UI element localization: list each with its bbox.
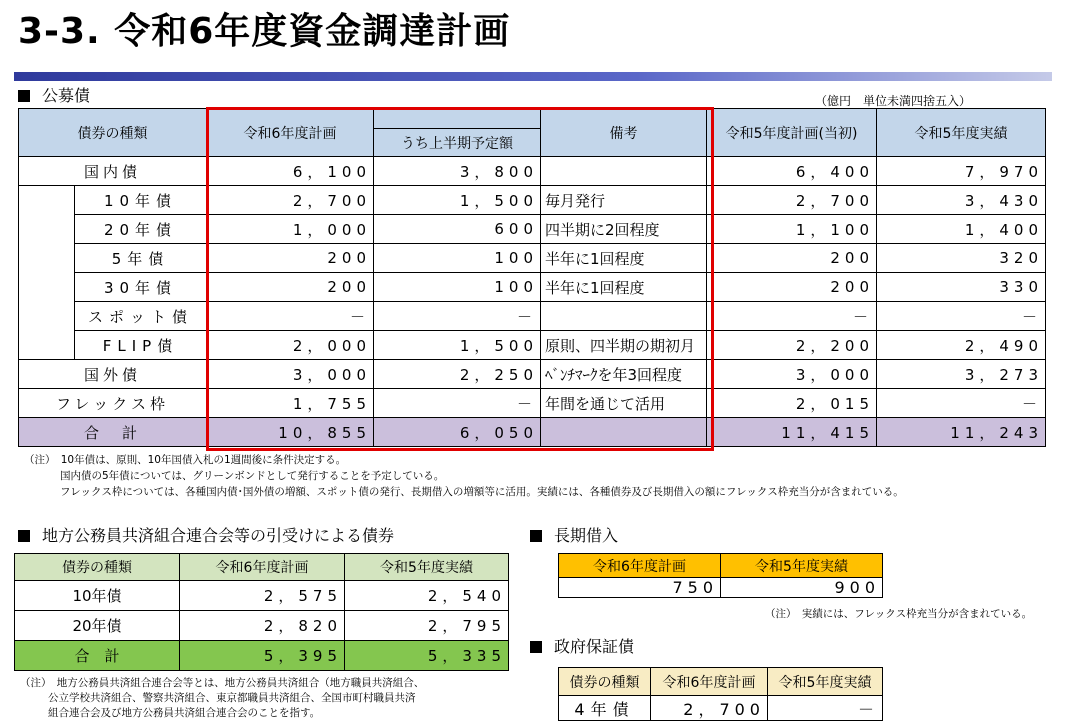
cell-actual5: － — [877, 302, 1046, 331]
col-header-plan6: 令和6年度計画 — [180, 554, 345, 581]
col-header-type: 債券の種類 — [19, 109, 207, 157]
cell-plan5: － — [707, 302, 877, 331]
cell-remark: ﾍﾞﾝﾁﾏｰｸを年3回程度 — [541, 360, 707, 389]
col-header-half: うち上半期予定額 — [374, 129, 541, 157]
square-bullet-icon — [18, 530, 30, 542]
cell-plan5: 200 — [707, 273, 877, 302]
cell-plan6: 200 — [207, 273, 374, 302]
col-header-actual5: 令和5年度実績 — [768, 668, 883, 696]
public-bonds-heading: 公募債 — [18, 88, 90, 104]
cell-plan6: 10，855 — [207, 418, 374, 447]
cell-half: 600 — [374, 215, 541, 244]
table-row — [19, 389, 1046, 418]
row-label: FLIP債 — [75, 331, 207, 360]
row-label: フレックス枠 — [19, 389, 207, 418]
public-note-3: フレックス枠については、各種国内債･国外債の増額、スポット債の発行、長期借入の増額等に活用。実績には、各種債券及び長期借入の額にフレックス枠充当分が含まれている。 — [60, 486, 904, 498]
square-bullet-icon — [530, 530, 542, 542]
cell-actual5: 1，400 — [877, 215, 1046, 244]
total-label: 合 計 — [15, 641, 180, 671]
col-header-remark: 備考 — [541, 109, 707, 157]
row-label: 20年債 — [15, 611, 180, 641]
table-row — [19, 273, 1046, 302]
local-bonds-heading: 地方公務員共済組合連合会等の引受けによる債券 — [18, 528, 394, 544]
cell-half: － — [374, 389, 541, 418]
table-row — [19, 186, 1046, 215]
row-label: 10年債 — [15, 581, 180, 611]
cell-plan6: 2，000 — [207, 331, 374, 360]
loan-table — [558, 553, 883, 598]
table-row — [15, 581, 509, 611]
cell-actual5: 2，490 — [877, 331, 1046, 360]
table-row — [559, 578, 883, 598]
cell-half: 1，500 — [374, 331, 541, 360]
col-header-type: 債券の種類 — [15, 554, 180, 581]
table-row — [15, 611, 509, 641]
cell-plan6: 2，700 — [651, 696, 768, 721]
cell-plan5: 3，000 — [707, 360, 877, 389]
local-note-3: 組合連合会及び地方公務員共済組合連合会のことを指す。 — [48, 707, 321, 719]
cell-plan5: 2，700 — [707, 186, 877, 215]
cell-actual5: 5，335 — [345, 641, 509, 671]
col-header-plan6: 令和6年度計画 — [651, 668, 768, 696]
header-spacer — [374, 109, 541, 129]
col-header-plan6: 令和6年度計画 — [559, 554, 721, 578]
col-header-plan5: 令和5年度計画(当初) — [707, 109, 877, 157]
cell-actual5: 320 — [877, 244, 1046, 273]
indent-cell — [19, 186, 75, 360]
cell-actual5: 330 — [877, 273, 1046, 302]
cell-half: 6，050 — [374, 418, 541, 447]
cell-plan5: 1，100 — [707, 215, 877, 244]
cell-actual5: 2，795 — [345, 611, 509, 641]
cell-actual5: 2，540 — [345, 581, 509, 611]
cell-plan6: 6，100 — [207, 157, 374, 186]
cell-half: 3，800 — [374, 157, 541, 186]
table-row — [19, 215, 1046, 244]
cell-plan5: 2，015 — [707, 389, 877, 418]
row-label: 国内債 — [19, 157, 207, 186]
local-note-1: （注） 地方公務員共済組合連合会等とは、地方公務員共済組合（地方職員共済組合、 — [20, 677, 425, 689]
table-row — [19, 331, 1046, 360]
cell-half: 2，250 — [374, 360, 541, 389]
cell-actual5: 900 — [721, 578, 883, 598]
col-header-type: 債券の種類 — [559, 668, 651, 696]
cell-plan6: 750 — [559, 578, 721, 598]
cell-plan6: 2，700 — [207, 186, 374, 215]
square-bullet-icon — [530, 641, 542, 653]
loan-heading: 長期借入 — [530, 528, 618, 544]
public-bonds-table — [18, 108, 1046, 447]
cell-plan6: 2，820 — [180, 611, 345, 641]
total-label: 合 計 — [19, 418, 207, 447]
row-label: 30年債 — [75, 273, 207, 302]
public-note-2: 国内債の5年債については、グリーンボンドとして発行することを予定している。 — [60, 470, 445, 482]
cell-plan5: 6，400 — [707, 157, 877, 186]
total-row — [15, 641, 509, 671]
cell-actual5: － — [877, 389, 1046, 418]
row-label: 国外債 — [19, 360, 207, 389]
table-row — [19, 360, 1046, 389]
row-label: 5年債 — [75, 244, 207, 273]
cell-remark: 半年に1回程度 — [541, 244, 707, 273]
row-label: スポット債 — [75, 302, 207, 331]
col-header-actual5: 令和5年度実績 — [721, 554, 883, 578]
col-header-actual5: 令和5年度実績 — [877, 109, 1046, 157]
cell-actual5: － — [768, 696, 883, 721]
cell-remark — [541, 418, 707, 447]
col-header-plan6: 令和6年度計画 — [207, 109, 374, 157]
cell-plan6: 200 — [207, 244, 374, 273]
cell-plan5: 2，200 — [707, 331, 877, 360]
cell-plan5: 11，415 — [707, 418, 877, 447]
guarantee-table — [558, 667, 883, 721]
cell-plan6: 1，000 — [207, 215, 374, 244]
cell-plan6: 1，755 — [207, 389, 374, 418]
local-bonds-table — [14, 553, 509, 671]
cell-half: － — [374, 302, 541, 331]
title-underline-bar — [14, 72, 1052, 81]
cell-actual5: 7，970 — [877, 157, 1046, 186]
local-note-2: 公立学校共済組合、警察共済組合、東京都職員共済組合、全国市町村職員共済 — [48, 692, 416, 704]
cell-half: 1，500 — [374, 186, 541, 215]
cell-actual5: 3，430 — [877, 186, 1046, 215]
cell-remark — [541, 302, 707, 331]
cell-plan6: 5，395 — [180, 641, 345, 671]
total-row — [19, 418, 1046, 447]
row-label: 20年債 — [75, 215, 207, 244]
cell-half: 100 — [374, 273, 541, 302]
unit-note: （億円 単位未満四捨五入） — [815, 94, 972, 108]
table-row — [559, 696, 883, 721]
cell-plan6: 2，575 — [180, 581, 345, 611]
cell-remark: 半年に1回程度 — [541, 273, 707, 302]
page-title: 3-3. 令和6年度資金調達計画 — [18, 11, 511, 52]
cell-remark — [541, 157, 707, 186]
cell-remark: 四半期に2回程度 — [541, 215, 707, 244]
col-header-actual5: 令和5年度実績 — [345, 554, 509, 581]
square-bullet-icon — [18, 90, 30, 102]
public-note-1: （注） 10年債は、原則、10年国債入札の1週間後に条件決定する。 — [24, 454, 347, 466]
cell-half: 100 — [374, 244, 541, 273]
table-row — [19, 244, 1046, 273]
cell-plan6: 3，000 — [207, 360, 374, 389]
table-row — [19, 157, 1046, 186]
cell-plan6: － — [207, 302, 374, 331]
loan-note: （注） 実績には、フレックス枠充当分が含まれている。 — [765, 608, 1033, 620]
cell-remark: 年間を通じて活用 — [541, 389, 707, 418]
cell-actual5: 3，273 — [877, 360, 1046, 389]
guarantee-heading: 政府保証債 — [530, 639, 634, 655]
row-label: 10年債 — [75, 186, 207, 215]
table-row — [19, 302, 1046, 331]
cell-actual5: 11，243 — [877, 418, 1046, 447]
row-label: 4年債 — [559, 696, 651, 721]
cell-plan5: 200 — [707, 244, 877, 273]
cell-remark: 毎月発行 — [541, 186, 707, 215]
cell-remark: 原則、四半期の期初月 — [541, 331, 707, 360]
